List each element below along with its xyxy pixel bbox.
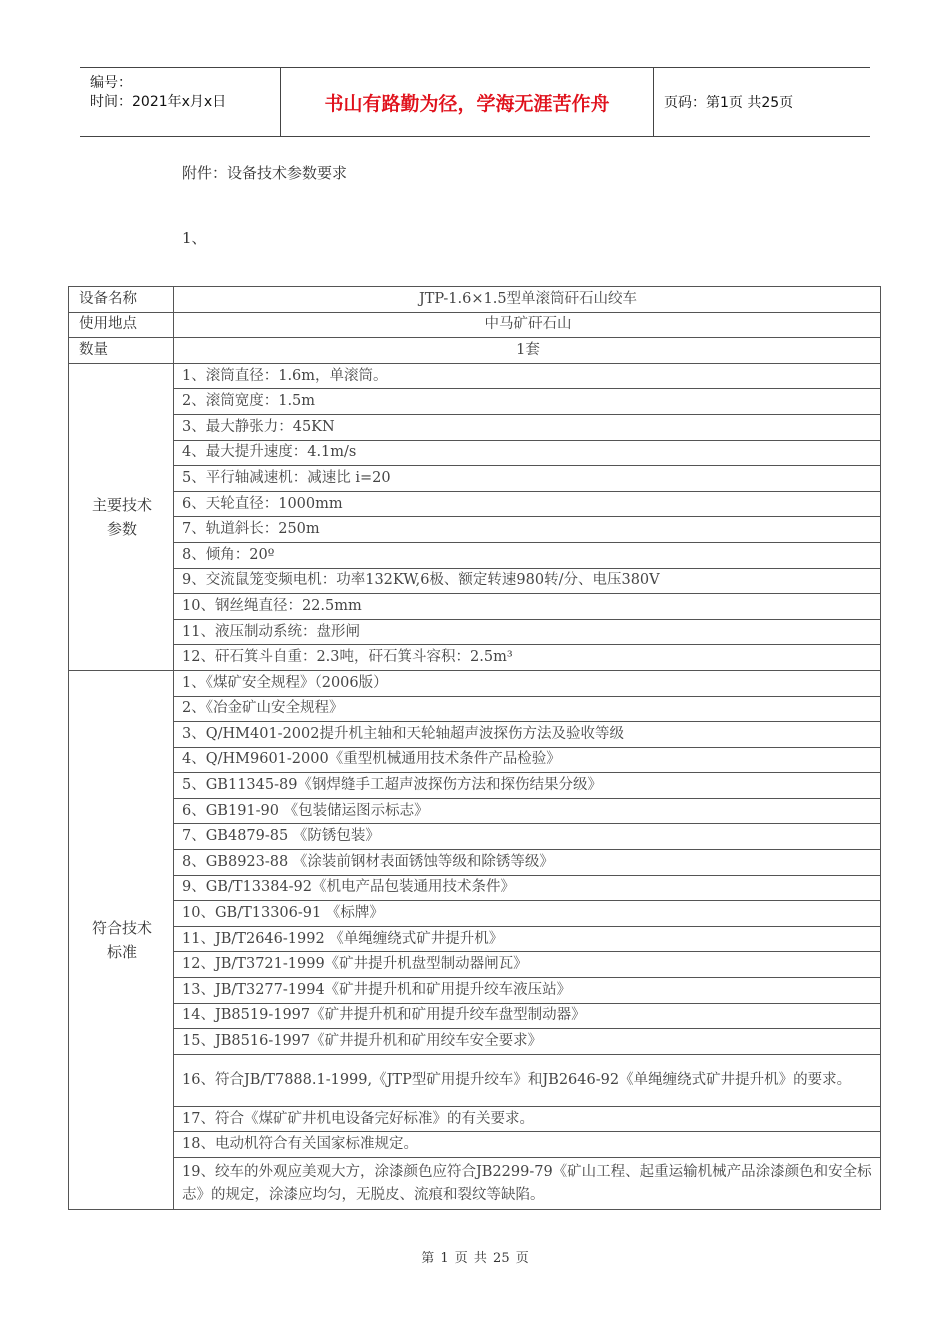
tech-param-item: 4、最大提升速度：4.1m/s [174, 440, 881, 466]
standard-item: 17、符合《煤矿矿井机电设备完好标准》的有关要求。 [174, 1106, 881, 1132]
table-row [69, 466, 881, 492]
table-row [69, 1029, 881, 1055]
table-row [69, 798, 881, 824]
table-row [69, 491, 881, 517]
row-key-equipment-name: 设备名称 [69, 287, 174, 313]
table-row [69, 670, 881, 696]
table-row [69, 1106, 881, 1132]
table-row [69, 773, 881, 799]
tech-param-item: 9、交流鼠笼变频电机：功率132KW,6极、额定转速980转/分、电压380V [174, 568, 881, 594]
tech-param-item: 10、钢丝绳直径：22.5mm [174, 594, 881, 620]
standard-item: 3、Q/HM401-2002提升机主轴和天轮轴超声波探伤方法及验收等级 [174, 722, 881, 748]
standard-item: 9、GB/T13384-92《机电产品包装通用技术条件》 [174, 875, 881, 901]
table-row [69, 978, 881, 1004]
standard-item: 12、JB/T3721-1999《矿井提升机盘型制动器闸瓦》 [174, 952, 881, 978]
page-header [80, 67, 870, 137]
table-row [69, 363, 881, 389]
row-value-equipment-name: JTP-1.6×1.5型单滚筒矸石山绞车 [174, 287, 881, 313]
standard-item: 14、JB8519-1997《矿井提升机和矿用提升绞车盘型制动器》 [174, 1003, 881, 1029]
table-row [69, 568, 881, 594]
table-row [69, 542, 881, 568]
standard-item: 16、符合JB/T7888.1-1999,《JTP型矿用提升绞车》和JB2646-92《单绳缠绕式矿井提升机》的要求。 [174, 1054, 881, 1106]
attachment-title: 附件：设备技术参数要求 [182, 164, 348, 182]
row-value-quantity: 1套 [174, 338, 881, 364]
tech-param-item: 12、矸石箕斗自重：2.3吨，矸石箕斗容积：2.5m³ [174, 645, 881, 671]
standard-item: 2、《冶金矿山安全规程》 [174, 696, 881, 722]
tech-param-item: 2、滚筒宽度：1.5m [174, 389, 881, 415]
table-row [69, 696, 881, 722]
spec-table [68, 286, 881, 1210]
tech-param-item: 8、倾角：20º [174, 542, 881, 568]
header-motto: 书山有路勤为径，学海无涯苦作舟 [281, 68, 654, 136]
header-meta [80, 68, 281, 136]
standard-item: 6、GB191-90 《包装储运图示标志》 [174, 798, 881, 824]
tech-param-item: 3、最大静张力：45KN [174, 414, 881, 440]
standard-item: 4、Q/HM9601-2000《重型机械通用技术条件产品检验》 [174, 747, 881, 773]
tech-param-item: 5、平行轴减速机：减速比 i=20 [174, 466, 881, 492]
table-row [69, 926, 881, 952]
tech-param-item: 1、滚筒直径：1.6m，单滚筒。 [174, 363, 881, 389]
standard-item: 10、GB/T13306-91 《标牌》 [174, 901, 881, 927]
table-row [69, 594, 881, 620]
code-label: 编号： [90, 75, 132, 91]
table-row [69, 287, 881, 313]
tech-params-label: 主要技术 参数 [69, 363, 174, 670]
standard-item: 13、JB/T3277-1994《矿井提升机和矿用提升绞车液压站》 [174, 978, 881, 1004]
table-row [69, 312, 881, 338]
table-row [69, 901, 881, 927]
table-row [69, 952, 881, 978]
table-row [69, 747, 881, 773]
standard-item: 19、绞车的外观应美观大方，涂漆颜色应符合JB2299-79《矿山工程、起重运输机械产品涂漆颜色和安全标志》的规定，涂漆应均匀，无脱皮、流痕和裂纹等缺陷。 [174, 1158, 881, 1210]
table-row [69, 722, 881, 748]
standard-item: 11、JB/T2646-1992 《单绳缠绕式矿井提升机》 [174, 926, 881, 952]
row-key-quantity: 数量 [69, 338, 174, 364]
standard-item: 5、GB11345-89《钢焊缝手工超声波探伤方法和探伤结果分级》 [174, 773, 881, 799]
table-row [69, 1132, 881, 1158]
tech-param-item: 7、轨道斜长：250m [174, 517, 881, 543]
standard-item: 7、GB4879-85 《防锈包装》 [174, 824, 881, 850]
row-key-location: 使用地点 [69, 312, 174, 338]
time-label: 时间：2021年x月x日 [90, 94, 227, 110]
header-page-info: 页码：第1页 共25页 [664, 95, 794, 111]
table-row [69, 440, 881, 466]
standard-item: 8、GB8923-88 《涂装前钢材表面锈蚀等级和除锈等级》 [174, 850, 881, 876]
standard-item: 1、《煤矿安全规程》（2006版） [174, 670, 881, 696]
tech-param-item: 11、液压制动系统：盘形闸 [174, 619, 881, 645]
section-number: 1、 [182, 229, 207, 247]
standard-item: 18、电动机符合有关国家标准规定。 [174, 1132, 881, 1158]
standard-item: 15、JB8516-1997《矿井提升机和矿用绞车安全要求》 [174, 1029, 881, 1055]
table-row [69, 619, 881, 645]
table-row [69, 875, 881, 901]
table-row [69, 1158, 881, 1210]
table-row [69, 389, 881, 415]
row-value-location: 中马矿矸石山 [174, 312, 881, 338]
page-footer: 第 1 页 共 25 页 [421, 1251, 529, 1266]
table-row [69, 1054, 881, 1106]
table-row [69, 850, 881, 876]
tech-param-item: 6、天轮直径：1000mm [174, 491, 881, 517]
table-row [69, 824, 881, 850]
table-row [69, 338, 881, 364]
standards-label: 符合技术 标准 [69, 670, 174, 1209]
table-row [69, 517, 881, 543]
table-row [69, 414, 881, 440]
table-row [69, 1003, 881, 1029]
table-row [69, 645, 881, 671]
